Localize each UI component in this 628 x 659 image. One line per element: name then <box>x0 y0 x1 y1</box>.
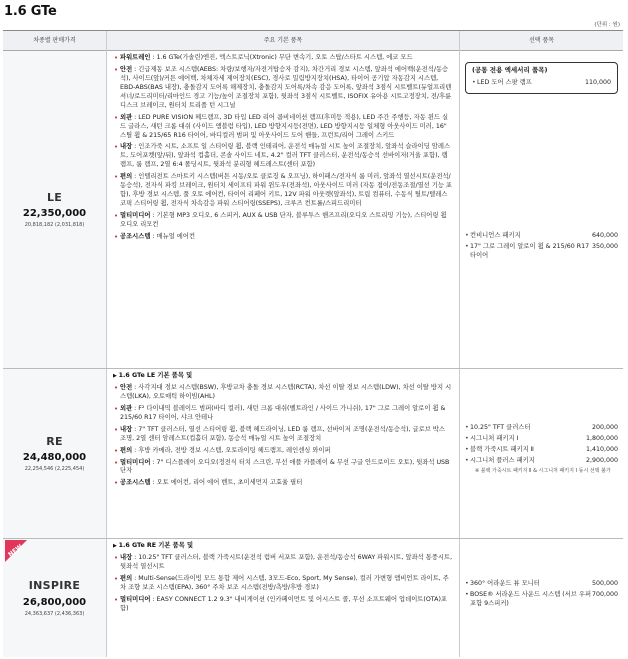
trim-price: 24,480,000 <box>22 452 87 464</box>
header-options: 선택 품목 <box>528 37 555 44</box>
feature-item: • 공조시스템 : 매뉴얼 에어컨 <box>113 233 453 242</box>
page-title: 1.6 GTe <box>4 4 57 19</box>
trim-price-breakdown: 24,363,637 (2,436,363) <box>24 610 85 617</box>
feature-item: • 외관 : F² 다이내믹 블레이드 범퍼(바디 컬러), 새턴 크롬 대쉬(벨트라인 / 사이드 가니쉬), 17" 그로 그레이 알로이 휠 & 215/60 R17 타이어, 샤크 안테나 <box>113 405 453 423</box>
feature-item: • 멀티미디어 : 기본형 MP3 오디오, 6 스피커, AUX & USB 단자, 블루투스 핸즈프리(오디오 스트리밍 기능), 스티어링 휠 오디오 리모컨 <box>113 212 453 230</box>
trim-price-cell <box>3 369 107 538</box>
basic-features <box>107 51 460 368</box>
optional-items <box>460 369 623 538</box>
trim-name: RE <box>46 434 63 448</box>
feature-item: • 안전 : 사각지대 경보 시스템(BSW), 후방교차 충돌 경보 시스템(RCTA), 차선 이탈 경보 시스템(LDW), 차선 이탈 방지 시스템(LKA), 오토매틱 하이빔(AHL) <box>113 384 453 402</box>
base-includes-label: ▶ 1.6 GTe RE 기본 품목 및 <box>113 542 453 551</box>
accessory-item: • LED 도어 스팟 램프 110,000 <box>472 79 611 88</box>
basic-features <box>107 539 460 657</box>
basic-features <box>107 369 460 538</box>
trim-name: LE <box>46 190 63 204</box>
accessory-box-title: (공통 전용 액세서리 품목) <box>472 66 548 74</box>
feature-item: • 내장 : 7" TFT 클러스터, 열선 스티어링 휠, 블랙 헤드라이닝, LED 룸 램프, 선바이저 조명(운전석/동승석), 글로브 박스 조명, 2열 센터 암레스트(컵홀더 포함), 동승석 매뉴얼 시트 높이 조절장치 <box>113 426 453 444</box>
option-item: • 17" 그로 그레이 알로이 휠 & 215/60 R17 타이어 350,000 <box>465 243 618 261</box>
header-price: 차종별 판매가격 <box>3 31 107 51</box>
feature-item: • 내장 : 인조가죽 시트, 소프트 일 스티어링 휠, 블랙 인테리어, 운전석 매뉴얼 시트 높이 조절장치, 앞좌석 슬라이딩 암레스트, 도어포켓(앞/뒤), 앞좌석 컵홀더, 콘솔 사이드 네트, 4.2" 컬러 TFT 클러스터, 운전석/동승석 선바이저(거울 포함), 랩 램프, 룸 램프, 2열 6:4 폴딩시트, 뒷좌석 분리형 헤드레스트(센터 포함) <box>113 143 453 170</box>
feature-item: • 외관 : LED PURE VISION 헤드램프, 3D 타입 LED 리어 콤비네이션 램프(후미등 적용), LED 주간 주행등, 자동 윈드 실드 글라스, 새턴 크롬 대쉬 (사이드 앰블럼 타입), LED 방향지시등(전면), LED 방향지시등 일체형 아웃사이드 미러, 16" 스틸 휠 & 215/65 R16 타이어, 바디컬러 범퍼 및 아웃사이드 도어 핸들, 프런트/리어 그레이 스키드 <box>113 114 453 141</box>
optional-items <box>460 51 623 368</box>
header-basic: 주요 기본 품목 <box>107 31 460 51</box>
trim-price-breakdown: 20,818,182 (2,031,818) <box>24 222 85 229</box>
feature-item: • 내장 : 10.25" TFT 클러스터, 블랙 가죽시트(운전석 럼버 서포트 포함), 운전석/동승석 6WAY 파워시트, 앞좌석 통풍시트, 뒷좌석 열선시트 <box>113 554 453 572</box>
new-badge-label: NEW <box>7 543 24 559</box>
trim-row-re <box>3 369 623 539</box>
feature-item: • 공조시스템 : 오토 에어컨, 리어 에어 벤트, 초미세먼지 고효율 필터 <box>113 479 453 488</box>
trim-price: 22,350,000 <box>22 208 87 220</box>
feature-item: • 안전 : 긴급제동 보조 시스템(AEBS: 차량/보행자/자전거탑승자 감지), 차간거리 경보 시스템, 앞좌석 에어백(운전석/동승석), 사이드(앞)/커튼 에어백, 차체자세 제어장치(ESC), 경사로 밀림방지장치(HSA), 타이어 공기압 자동감지 시스템, EBD-ABS(BAS 내장), 충돌감지 도어록 해제장치, 충돌감지 도어록/차속 감응 도어록, 앞좌석 3점식 시트벨트(듀얼프리텐셔너/로드리미터/리마인드 경고 기능/높이 조절장치 포함), 뒷좌석 3점식 시트벨트, ISOFIX 유아용 시트고정장치, 전/후륜 디스크 브레이크, 원터치 트리플 턴 시그널 <box>113 66 453 111</box>
accessory-box <box>465 62 618 94</box>
trim-price: 26,800,000 <box>22 596 87 608</box>
price-table <box>3 30 623 656</box>
option-item: • 360° 어라운드 뷰 모니터 500,000 <box>465 580 618 589</box>
trim-price-breakdown: 22,254,546 (2,225,454) <box>24 466 85 473</box>
option-item: • 컨비니언스 패키지 640,000 <box>465 232 618 241</box>
option-item: • 시그니처 플러스 패키지 2,900,000 <box>465 457 618 466</box>
trim-price-cell <box>3 51 107 368</box>
feature-item: • 멀티미디어 : 7" 디스플레이 오디오(정전식 터치 스크린, 무선 애플 카플레이 & 무선 구글 안드로이드 오토), 뒷좌석 USB 단자 <box>113 459 453 477</box>
option-item: • 10.25" TFT 클러스터 200,000 <box>465 424 618 433</box>
option-item: • BOSE® 서라운드 사운드 시스템 (서브 우퍼 포함 9스피커) 700,000 <box>465 591 618 609</box>
table-header <box>3 31 623 51</box>
option-item: • 시그니처 패키지 Ⅰ 1,800,000 <box>465 435 618 444</box>
feature-item: • 편의 : 인텔리전트 스마트키 시스템(버튼 시동/오토 클로징 & 오프닝), 하이패스/전자식 룸 미러, 앞좌석 열선시트(운전석/동승석), 전자식 파킹 브레이크, 원터치 세이프티 파워 윈도우(전좌석), 아웃사이드 미러 (자동 접이/전동조절/열선 기능 포함), 후방 경보 시스템, 풀 오토 에어컨, 타이어 리페어 키트, 12V 파워 아웃렛(앞좌석), 트립 컴퓨터, 수동식 틸트/텔레스코픽 스티어링 휠, 전자식 차속감응 파워 스티어링(SSEPS), 크루즈 컨트롤/스피드리미터 <box>113 173 453 209</box>
trim-price-cell <box>3 539 107 657</box>
option-note: ※ 블랙 가죽시트 패키지 Ⅱ & 시그니처 패키지 Ⅰ 동시 선택 불가 <box>475 467 611 474</box>
base-includes-label: ▶ 1.6 GTe LE 기본 품목 및 <box>113 372 453 381</box>
trim-row-le <box>3 51 623 369</box>
optional-items <box>460 539 623 657</box>
feature-item: • 편의 : 후방 카메라, 전방 경보 시스템, 오토라이팅 헤드램프, 레인센싱 와이퍼 <box>113 447 453 456</box>
new-badge <box>5 540 27 562</box>
trim-name: INSPIRE <box>28 579 81 593</box>
unit-label: (단위 : 원) <box>594 22 620 28</box>
trim-row-inspire <box>3 539 623 657</box>
feature-item: • 멀티미디어 : EASY CONNECT 1.2 9.3" 내비게이션 (인카페이먼트 및 어시스트 콜, 무선 소프트웨어 업데이트(OTA)포함) <box>113 596 453 614</box>
feature-item: • 편의 : Multi-Sense(드라이빙 모드 통합 제어 시스템, 3모드-Eco, Sport, My Sense), 컬러 가변형 앰비언트 라이트, 주차 조향 보조 시스템(EPA), 360° 주차 보조 시스템(전방/측방/후방 경보) <box>113 575 453 593</box>
option-item: • 블랙 가죽시트 패키지 Ⅱ 1,410,000 <box>465 446 618 455</box>
feature-item: • 파워트레인 : 1.6 GTe(가솔린)엔진, 엑스트로닉(Xtronic) 무단 변속기, 오토 스탑/스타트 시스템, 에코 모드 <box>113 54 453 63</box>
